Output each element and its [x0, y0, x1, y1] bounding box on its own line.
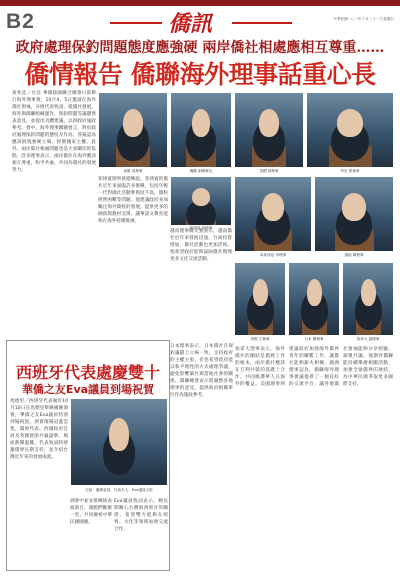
- photo-caption-6: 馬來西亞 李理事: [259, 253, 287, 257]
- logo-rule-left: [110, 22, 162, 24]
- speaker-photo-7: [314, 176, 394, 252]
- speaker-photo-10: [342, 262, 394, 336]
- photo-caption-4: 印尼 張理事: [340, 169, 360, 173]
- photo-caption-1: 高雄 周理事: [123, 169, 143, 173]
- speaker-photo-8: [234, 262, 286, 336]
- reception-photo: [70, 398, 168, 486]
- article-column-mid-right: 日本理事表示，日本僑社在保釣議題上立場一致，支持政府的主權主張，但也希望政府能以和平理性的方式處理爭議，避免影響僑社與當地社會的關係。僑聯總會表示將彙整各地理事的意見，提供政府相關單位作為施政參考。: [170, 344, 233, 398]
- sidebar-story-column-1: 馬德里／西班牙代表處於10月10日在馬德里舉辦國慶酒會，華僑之友Eva議員特別到場祝賀。酒會現場冠蓋雲集，僑界代表、西國政府官員及各國使節共襄盛舉，場面熱鬧溫馨。代表致詞時感謝僑界長期支持，並介紹台灣近年來的發展成就。: [10, 399, 68, 460]
- top-color-bar: [0, 0, 400, 6]
- article-column-2: 菲律賓理事黃德輝說，菲律賓的僑社近年來面臨許多挑戰，包括年輕一代對僑社活動參與度不高，僑校經營困難等問題。他建議政府多加關注海外僑校的發展，提供更多的師資與教材支援，讓華語文教育能夠在海外持續推廣。: [98, 177, 168, 224]
- photo-caption-2: 僑聯 副理事長: [189, 169, 213, 173]
- sidebar-story-column-3: 酒會中並安排傳統表演節目，僑胞們歡聚一堂，共同慶祝中華民國國慶。: [70, 499, 112, 525]
- photo-caption-5: 菲律賓 黃理事: [189, 226, 213, 230]
- photo-caption-3: 泰國 林理事: [259, 169, 279, 173]
- article-column-3: 越南理事陳文強表示，越南僑社近年來發展迅速，台商投資增加，僑社活動也更加活絡。他希望政府能夠協助僑社辦理更多文化交流活動。: [170, 229, 232, 262]
- newspaper-logo: 僑訊: [168, 11, 213, 37]
- article-column-right: 加拿大理事表示，海外僑社的團結是僑務工作的根本，兩岸僑社應該在互利共榮的基礎上合作，共同維護華人在海外的權益。美國理事則建議政府加強海外僑界青年的聯繫工作，讓僑社能夠薪火相傳。澳洲理事認為，僑聯海外理事會議提供了一個良好的交流平台，讓各地僑社領袖能夠分享經驗、凝聚共識。他期待僑聯能持續舉辦相關活動，加強全球僑界的連結，為中華民國爭取更多國際支持。: [235, 347, 393, 387]
- sidebar-story-title: 西班牙代表處慶雙十: [15, 363, 160, 382]
- sidebar-story-column-2: Eva議員致詞表示，她長期關心台灣與西班牙的關係，希望雙方能夠在經貿、文化等領域加強交流合作。: [114, 499, 168, 532]
- speaker-photo-1: [98, 92, 168, 168]
- reception-photo-caption: 左起：僑務委員、代表夫人、Eva議員合影: [85, 488, 153, 492]
- speaker-photo-5: [170, 176, 232, 226]
- photo-caption-9: 日本 劉理事: [304, 337, 324, 341]
- sidebar-story-subtitle: 華僑之友Eva議員到場祝賀: [21, 383, 155, 396]
- issue-date: 中華民國一○一年十月二十一日星期日: [333, 17, 394, 21]
- logo-rule-right: [232, 22, 292, 24]
- article-column-1: 黃兆廷／台北 華僑救國聯合總會日前舉行海外理事會，10月4、5日邀請在海外僑社領袖，分組代表致詞，就僑社發展、海外與僑聯組織運作、保釣問題等議題發表意見，並提出具體建議，以供政府施政參考。會中，海外理事踴躍發言，對於政府處理保釣問題的態度及作為，普遍認為應該展現強硬立場，捍衛國家主權。此外，兩岸僑社相處問題也是大家關切的焦點，許多理事表示，兩岸僑社在海外應該相互尊重、和平共處，共同為僑社的發展努力。: [12, 91, 96, 173]
- photo-caption-7: 越南 陳理事: [344, 253, 364, 257]
- kicker-headline: 政府處理保釣問題態度應強硬 兩岸僑社相處應相互尊重……: [15, 40, 385, 56]
- photo-caption-8: 美國 王理事: [250, 337, 270, 341]
- speaker-photo-4: [306, 92, 394, 168]
- speaker-photo-6: [234, 176, 312, 252]
- speaker-photo-3: [234, 92, 304, 168]
- photo-caption-10: 加拿大 趙理事: [356, 337, 380, 341]
- page-number: B2: [6, 10, 35, 33]
- speaker-photo-2: [170, 92, 232, 168]
- speaker-photo-9: [288, 262, 340, 336]
- main-headline: 僑情報告 僑聯海外理事話重心長: [24, 60, 376, 89]
